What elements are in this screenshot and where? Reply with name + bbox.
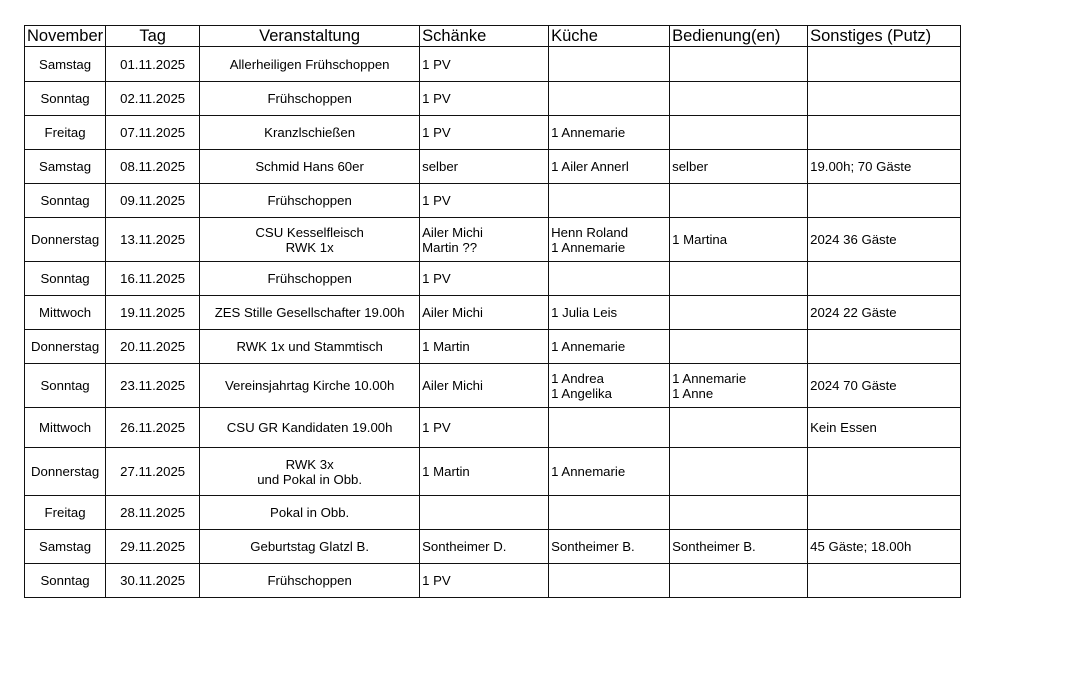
cell-service [670, 82, 808, 116]
cell-event [200, 47, 420, 82]
cell-bar-line: Ailer Michi [422, 224, 483, 240]
cell-date: 29.11.2025 [106, 530, 200, 564]
cell-event-line: und Pokal in Obb. [257, 471, 363, 487]
cell-date: 02.11.2025 [106, 82, 200, 116]
cell-bar-line: 1 PV [422, 193, 451, 208]
cell-event [200, 296, 420, 330]
cell-date: 20.11.2025 [106, 330, 200, 364]
table-row [25, 496, 961, 530]
cell-other-line: 45 Gäste; 18.00h [810, 539, 912, 554]
cell-weekday: Sonntag [25, 184, 106, 218]
cell-event-line: Frühschoppen [267, 91, 352, 106]
cell-event-line: Kranzlschießen [264, 125, 356, 140]
cell-service [670, 530, 808, 564]
table-row [25, 364, 961, 408]
cell-kitchen [549, 330, 670, 364]
cell-bar [420, 448, 549, 496]
cell-bar-line: 1 PV [422, 420, 451, 435]
cell-kitchen [549, 408, 670, 448]
cell-bar [420, 184, 549, 218]
cell-other [808, 262, 961, 296]
header-month: November [25, 26, 106, 47]
cell-other [808, 184, 961, 218]
cell-kitchen-line: 1 Annemarie [551, 464, 626, 479]
cell-kitchen [549, 496, 670, 530]
cell-other [808, 82, 961, 116]
cell-weekday: Donnerstag [25, 448, 106, 496]
cell-service-line: selber [672, 159, 709, 174]
cell-weekday: Donnerstag [25, 330, 106, 364]
table-row [25, 448, 961, 496]
header-row [25, 26, 961, 47]
cell-service [670, 296, 808, 330]
cell-weekday: Samstag [25, 150, 106, 184]
table-row [25, 262, 961, 296]
cell-date: 26.11.2025 [106, 408, 200, 448]
cell-kitchen [549, 150, 670, 184]
cell-weekday: Sonntag [25, 262, 106, 296]
header-service: Bedienung(en) [670, 26, 808, 47]
cell-bar-line: Ailer Michi [422, 305, 483, 320]
cell-weekday: Samstag [25, 47, 106, 82]
header-bar: Schänke [420, 26, 549, 47]
cell-service [670, 448, 808, 496]
cell-event-line: RWK 1x und Stammtisch [236, 339, 383, 354]
cell-event [200, 448, 420, 496]
cell-other [808, 496, 961, 530]
cell-kitchen [549, 364, 670, 408]
header-date: Tag [106, 26, 200, 47]
cell-event [200, 82, 420, 116]
cell-service-line: 1 Anne [672, 385, 714, 401]
cell-kitchen [549, 82, 670, 116]
cell-service [670, 116, 808, 150]
cell-date: 16.11.2025 [106, 262, 200, 296]
table-row [25, 296, 961, 330]
table-row [25, 184, 961, 218]
cell-bar [420, 82, 549, 116]
schedule-table [24, 25, 961, 598]
cell-event-line: RWK 1x [285, 239, 334, 255]
table-row [25, 218, 961, 262]
cell-other [808, 116, 961, 150]
cell-date: 28.11.2025 [106, 496, 200, 530]
cell-service [670, 218, 808, 262]
cell-service-line: 1 Martina [672, 232, 728, 247]
cell-event-line: Schmid Hans 60er [255, 159, 364, 174]
cell-kitchen-line: Sontheimer B. [551, 539, 635, 554]
cell-other [808, 218, 961, 262]
cell-kitchen-line: 1 Ailer Annerl [551, 159, 629, 174]
cell-kitchen-line: 1 Angelika [551, 385, 612, 401]
cell-other-line: 2024 70 Gäste [810, 378, 897, 393]
cell-kitchen [549, 448, 670, 496]
header-kitchen: Küche [549, 26, 670, 47]
cell-bar [420, 150, 549, 184]
cell-bar [420, 116, 549, 150]
cell-service [670, 262, 808, 296]
cell-date: 19.11.2025 [106, 296, 200, 330]
cell-date: 08.11.2025 [106, 150, 200, 184]
cell-service [670, 496, 808, 530]
cell-bar [420, 408, 549, 448]
cell-kitchen [549, 47, 670, 82]
cell-kitchen-line: 1 Andrea [551, 370, 604, 386]
cell-event-line: RWK 3x [285, 456, 334, 472]
cell-bar-line: 1 PV [422, 573, 451, 588]
cell-bar [420, 496, 549, 530]
cell-bar-line: 1 PV [422, 91, 451, 106]
cell-kitchen-line: Henn Roland [551, 224, 629, 240]
table-row [25, 150, 961, 184]
cell-other [808, 564, 961, 598]
cell-event-line: Geburtstag Glatzl B. [250, 539, 369, 554]
cell-bar [420, 530, 549, 564]
cell-other [808, 364, 961, 408]
cell-weekday: Freitag [25, 116, 106, 150]
cell-weekday: Donnerstag [25, 218, 106, 262]
table-row [25, 47, 961, 82]
cell-date: 27.11.2025 [106, 448, 200, 496]
cell-bar [420, 330, 549, 364]
cell-date: 13.11.2025 [106, 218, 200, 262]
cell-service-line: 1 Annemarie [672, 370, 747, 386]
cell-weekday: Sonntag [25, 82, 106, 116]
cell-kitchen [549, 218, 670, 262]
cell-event [200, 150, 420, 184]
cell-other [808, 530, 961, 564]
cell-bar-line: 1 Martin [422, 339, 470, 354]
cell-bar [420, 262, 549, 296]
table-row [25, 408, 961, 448]
cell-kitchen [549, 116, 670, 150]
cell-bar-line: 1 PV [422, 125, 451, 140]
cell-bar [420, 564, 549, 598]
cell-date: 09.11.2025 [106, 184, 200, 218]
cell-event-line: Frühschoppen [267, 193, 352, 208]
cell-other-line: 2024 36 Gäste [810, 232, 897, 247]
cell-bar-line: 1 PV [422, 56, 451, 72]
cell-other [808, 448, 961, 496]
table-row [25, 82, 961, 116]
cell-other-line: 2024 22 Gäste [810, 305, 897, 320]
cell-kitchen [549, 564, 670, 598]
cell-service [670, 47, 808, 82]
cell-other [808, 408, 961, 448]
cell-event [200, 496, 420, 530]
cell-event-line: ZES Stille Gesellschafter 19.00h [214, 305, 405, 320]
header-event: Veranstaltung [200, 26, 420, 47]
cell-date: 01.11.2025 [106, 47, 200, 82]
cell-date: 23.11.2025 [106, 364, 200, 408]
cell-event-line: Frühschoppen [267, 271, 352, 286]
cell-weekday: Sonntag [25, 364, 106, 408]
cell-event [200, 262, 420, 296]
cell-event [200, 330, 420, 364]
cell-bar-line: 1 Martin [422, 464, 470, 479]
cell-weekday: Mittwoch [25, 408, 106, 448]
cell-event [200, 530, 420, 564]
cell-bar [420, 296, 549, 330]
cell-other [808, 330, 961, 364]
table-row [25, 116, 961, 150]
cell-bar [420, 218, 549, 262]
cell-service [670, 364, 808, 408]
cell-bar-line: 1 PV [422, 271, 451, 286]
cell-service [670, 150, 808, 184]
cell-event [200, 218, 420, 262]
cell-event-line: Frühschoppen [267, 573, 352, 588]
cell-kitchen [549, 262, 670, 296]
cell-event-line: Vereinsjahrtag Kirche 10.00h [224, 378, 395, 393]
cell-other-line: 19.00h; 70 Gäste [810, 159, 912, 174]
cell-service [670, 564, 808, 598]
cell-kitchen-line: 1 Annemarie [551, 239, 626, 255]
table-row [25, 564, 961, 598]
cell-bar [420, 47, 549, 82]
cell-event-line: Pokal in Obb. [270, 505, 350, 520]
cell-bar-line: Ailer Michi [422, 378, 483, 393]
cell-other [808, 47, 961, 82]
cell-event [200, 116, 420, 150]
cell-event [200, 564, 420, 598]
cell-kitchen [549, 184, 670, 218]
cell-bar-line: Martin ?? [422, 239, 478, 255]
cell-kitchen-line: 1 Annemarie [551, 125, 626, 140]
cell-event-line: CSU GR Kandidaten 19.00h [226, 420, 393, 435]
cell-event [200, 364, 420, 408]
cell-other [808, 296, 961, 330]
cell-other-line: Kein Essen [810, 420, 877, 435]
cell-weekday: Samstag [25, 530, 106, 564]
cell-service [670, 330, 808, 364]
table-body [25, 47, 961, 598]
cell-service [670, 408, 808, 448]
table-row [25, 330, 961, 364]
cell-service-line: Sontheimer B. [672, 539, 756, 554]
cell-weekday: Mittwoch [25, 296, 106, 330]
cell-weekday: Sonntag [25, 564, 106, 598]
cell-event-line: CSU Kesselfleisch [255, 224, 364, 240]
cell-event-line: Allerheiligen Frühschoppen [229, 56, 390, 72]
cell-bar-line: Sontheimer D. [422, 539, 507, 554]
cell-event [200, 184, 420, 218]
header-other: Sonstiges (Putz) [808, 26, 961, 47]
cell-kitchen-line: 1 Julia Leis [551, 305, 618, 320]
table-row [25, 530, 961, 564]
cell-date: 30.11.2025 [106, 564, 200, 598]
cell-event [200, 408, 420, 448]
cell-service [670, 184, 808, 218]
cell-kitchen-line: 1 Annemarie [551, 339, 626, 354]
cell-kitchen [549, 530, 670, 564]
cell-other [808, 150, 961, 184]
cell-weekday: Freitag [25, 496, 106, 530]
cell-bar-line: selber [422, 159, 459, 174]
cell-kitchen [549, 296, 670, 330]
cell-date: 07.11.2025 [106, 116, 200, 150]
cell-bar [420, 364, 549, 408]
